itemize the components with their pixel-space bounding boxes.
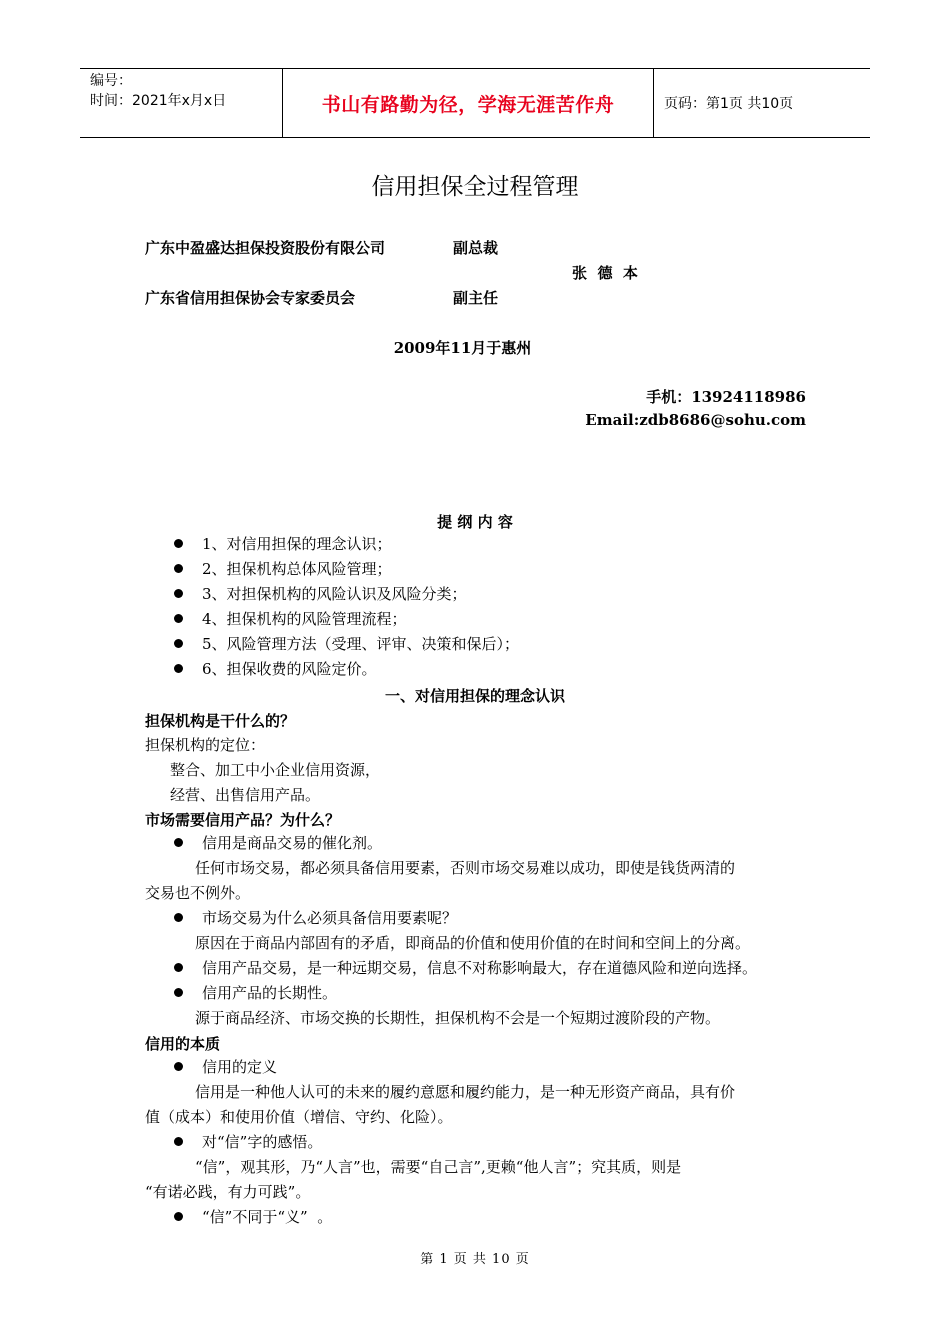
bullet-icon	[174, 838, 183, 847]
paragraph: 信用是一种他人认可的未来的履约意愿和履约能力，是一种无形资产商品，具有价	[195, 1083, 736, 1101]
bullet-icon	[174, 963, 183, 972]
bullet-icon	[174, 913, 183, 922]
author-role-2: 副主任	[453, 289, 499, 307]
paragraph: “信”，观其形，乃“人言”也，需要“自己言”,更赖“他人言”；究其质，则是	[195, 1158, 682, 1176]
paragraph: 担保机构的定位：	[145, 736, 266, 754]
header-motto-cell	[282, 69, 654, 137]
bullet-icon	[174, 639, 183, 648]
author-role-1: 副总裁	[453, 239, 499, 257]
time-label: 时间：2021年x月x日	[90, 93, 227, 109]
subheading-q1: 担保机构是干什么的？	[145, 712, 296, 730]
subheading-q2: 市场需要信用产品？为什么？	[145, 811, 341, 829]
author-name: 张 德 本	[572, 264, 638, 282]
bullet-text: 对“信”字的感悟。	[202, 1133, 323, 1151]
outline-item: 1、对信用担保的理念认识；	[202, 535, 392, 553]
bullet-text: 市场交易为什么必须具备信用要素呢？	[202, 909, 458, 927]
paragraph: 经营、出售信用产品。	[170, 786, 321, 804]
page-info-text: 页码：第1页 共10页	[664, 96, 794, 112]
number-label: 编号：	[90, 73, 132, 89]
bullet-icon	[174, 564, 183, 573]
bullet-icon	[174, 1137, 183, 1146]
section-heading: 一、对信用担保的理念认识	[384, 687, 565, 705]
header-meta	[80, 69, 282, 137]
bullet-icon	[174, 614, 183, 623]
bullet-icon	[174, 988, 183, 997]
subheading-q3: 信用的本质	[145, 1035, 221, 1053]
bullet-icon	[174, 1212, 183, 1221]
paragraph: 交易也不例外。	[145, 884, 251, 902]
bullet-text: 信用的定义	[202, 1058, 278, 1076]
bullet-icon	[174, 539, 183, 548]
bullet-icon	[174, 589, 183, 598]
paragraph: 值（成本）和使用价值（增信、守约、化险）。	[145, 1108, 453, 1126]
bullet-text: 信用产品的长期性。	[202, 984, 338, 1002]
document-title: 信用担保全过程管理	[371, 174, 579, 200]
bullet-text: 信用产品交易，是一种远期交易，信息不对称影响最大，存在道德风险和逆向选择。	[202, 959, 758, 977]
paragraph: 原因在于商品内部固有的矛盾，即商品的价值和使用价值的在时间和空间上的分离。	[195, 934, 751, 952]
motto-text: 书山有路勤为径，学海无涯苦作舟	[321, 93, 615, 116]
outline-heading: 提 纲 内 容	[437, 513, 513, 531]
paragraph: 任何市场交易，都必须具备信用要素，否则市场交易难以成功，即使是钱货两清的	[195, 859, 736, 877]
outline-item: 5、风险管理方法（受理、评审、决策和保后）；	[202, 635, 520, 653]
paragraph: 源于商品经济、市场交换的长期性，担保机构不会是一个短期过渡阶段的产物。	[195, 1009, 721, 1027]
date-place: 2009年11月于惠州	[393, 339, 532, 357]
bullet-text: “信”不同于“义” 。	[202, 1208, 333, 1226]
outline-item: 4、担保机构的风险管理流程；	[202, 610, 407, 628]
page-header	[80, 68, 870, 138]
page-footer: 第 1 页 共 10 页	[420, 1252, 530, 1267]
bullet-icon	[174, 664, 183, 673]
author-org-2: 广东省信用担保协会专家委员会	[145, 289, 356, 307]
paragraph: “有诺必践，有力可践”。	[145, 1183, 311, 1201]
author-org-1: 广东中盈盛达担保投资股份有限公司	[145, 239, 386, 257]
header-page-info	[654, 69, 870, 137]
outline-item: 2、担保机构总体风险管理；	[202, 560, 392, 578]
email-text: Email:zdb8686@sohu.com	[585, 411, 806, 429]
phone-text: 手机：13924118986	[646, 388, 806, 406]
outline-item: 6、担保收费的风险定价。	[202, 660, 377, 678]
bullet-icon	[174, 1062, 183, 1071]
outline-item: 3、对担保机构的风险认识及风险分类；	[202, 585, 467, 603]
bullet-text: 信用是商品交易的催化剂。	[202, 834, 383, 852]
paragraph: 整合、加工中小企业信用资源，	[170, 761, 381, 779]
